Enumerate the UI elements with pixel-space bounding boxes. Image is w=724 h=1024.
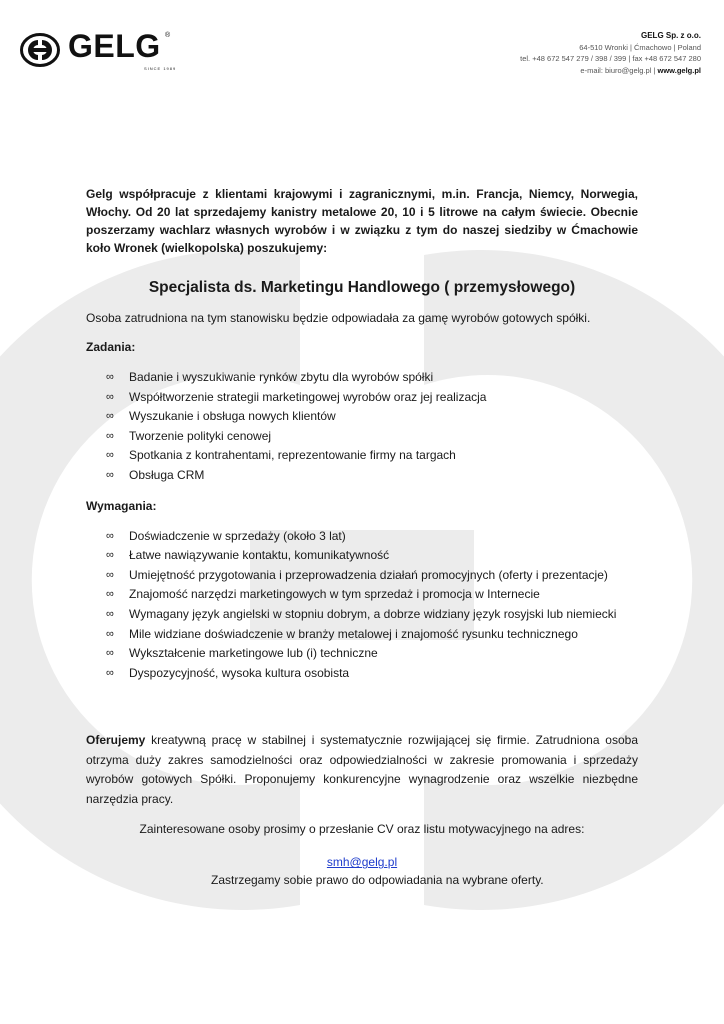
infinity-bullet-icon: ∞: [106, 449, 114, 462]
company-name: GELG Sp. z o.o.: [641, 31, 701, 40]
logo-registered-mark: ®: [165, 32, 171, 39]
logo-since: SINCE 1989: [144, 66, 177, 71]
list-item: ∞ Wyszukanie i obsługa nowych klientów: [106, 407, 638, 427]
tasks-list: [86, 368, 638, 486]
list-item: ∞ Wykształcenie marketingowe lub (i) techniczne: [106, 644, 638, 664]
requirements-heading: Wymagania:: [86, 498, 157, 513]
company-phone: tel. +48 672 547 279 / 398 / 399 | fax +48 672 547 280: [520, 54, 701, 63]
gelg-logo: [20, 30, 180, 74]
infinity-bullet-icon: ∞: [106, 549, 114, 562]
company-email: e-mail: biuro@gelg.pl |: [580, 65, 656, 75]
infinity-bullet-icon: ∞: [106, 371, 114, 383]
infinity-bullet-icon: ∞: [106, 568, 114, 581]
list-item: ∞ Łatwe nawiązywanie kontaktu, komunikatywność: [106, 546, 638, 566]
company-email-line: [441, 65, 701, 77]
list-item: ∞ Dyspozycyjność, wysoka kultura osobista: [106, 664, 638, 684]
infinity-bullet-icon: ∞: [106, 529, 114, 542]
position-description: Osoba zatrudniona na tym stanowisku będzie odpowiadała za gamę wyrobów gotowych spółki.: [86, 311, 591, 325]
company-address: 64-510 Wronki | Ćmachowo | Poland: [579, 42, 701, 52]
contact-email-line: [86, 853, 638, 871]
list-item: ∞ Znajomość narzędzi marketingowych w tym sprzedaż i promocja w Internecie: [106, 585, 638, 605]
list-item: ∞ Tworzenie polityki cenowej: [106, 427, 638, 447]
intro-paragraph: Gelg współpracuje z klientami krajowymi i zagranicznymi, m.in. Francja, Niemcy, Norwegia, Włochy. Od 20 lat sprzedajemy kanistry metalowe 20, 10 i 5 litrowe na całym świecie. Obecnie poszerzamy wachlarz własnych wyrobów i w związku z tym do naszej siedziby w Ćmachowie koło Wronek (wielkopolska) poszukujemy:: [86, 187, 638, 255]
infinity-bullet-icon: ∞: [106, 647, 114, 660]
list-item: ∞ Badanie i wyszukiwanie rynków zbytu dla wyrobów spółki: [106, 368, 638, 388]
company-website: www.gelg.pl: [657, 65, 701, 75]
offer-text: kreatywną pracę w stabilnej i systematycznie rozwijającej się firmie. Zatrudniona osoba otrzyma duży zakres samodzielności oraz odpowiedzialności w zakresie promowania i sprzedaży wyrobów gotowych Spółki. Proponujemy konkurencyjne wynagrodzenie oraz wszelkie niezbędne narzędzia pracy.: [86, 733, 638, 806]
list-item: ∞ Umiejętność przygotowania i przeprowadzenia działań promocyjnych (oferty i prezentacje): [106, 566, 638, 586]
contact-email-link[interactable]: smh@gelg.pl: [326, 855, 398, 870]
document-body: [86, 185, 638, 889]
infinity-bullet-icon: ∞: [106, 468, 114, 481]
list-item: ∞ Obsługa CRM: [106, 466, 638, 486]
infinity-bullet-icon: ∞: [106, 627, 114, 640]
offer-paragraph: [86, 731, 638, 809]
company-info: [441, 30, 701, 76]
infinity-bullet-icon: ∞: [106, 429, 114, 442]
infinity-bullet-icon: ∞: [106, 607, 114, 620]
infinity-bullet-icon: ∞: [106, 588, 114, 601]
infinity-bullet-icon: ∞: [106, 410, 114, 423]
infinity-bullet-icon: ∞: [106, 390, 114, 403]
requirements-list: [86, 527, 638, 684]
logo-wordmark: GELG: [68, 28, 161, 64]
tasks-heading: Zadania:: [86, 340, 136, 354]
list-item: ∞ Spotkania z kontrahentami, reprezentowanie firmy na targach: [106, 446, 638, 466]
application-instructions: Zainteresowane osoby prosimy o przesłanie CV oraz listu motywacyjnego na adres:: [139, 822, 585, 837]
list-item: ∞ Doświadczenie w sprzedaży (około 3 lat): [106, 527, 638, 547]
infinity-bullet-icon: ∞: [106, 666, 114, 679]
job-title: Specjalista ds. Marketingu Handlowego ( przemysłowego): [148, 279, 576, 296]
offer-lead: Oferujemy: [86, 733, 146, 748]
gelg-emblem-icon: [20, 33, 60, 67]
list-item: ∞ Mile widziane doświadczenie w branży metalowej i znajomość rysunku technicznego: [106, 625, 638, 645]
reservation-note: Zastrzegamy sobie prawo do odpowiadania na wybrane oferty.: [211, 873, 544, 888]
list-item: ∞ Współtworzenie strategii marketingowej wyrobów oraz jej realizacja: [106, 388, 638, 408]
list-item: ∞ Wymagany język angielski w stopniu dobrym, a dobrze widziany język rosyjski lub niemiecki: [106, 605, 638, 625]
